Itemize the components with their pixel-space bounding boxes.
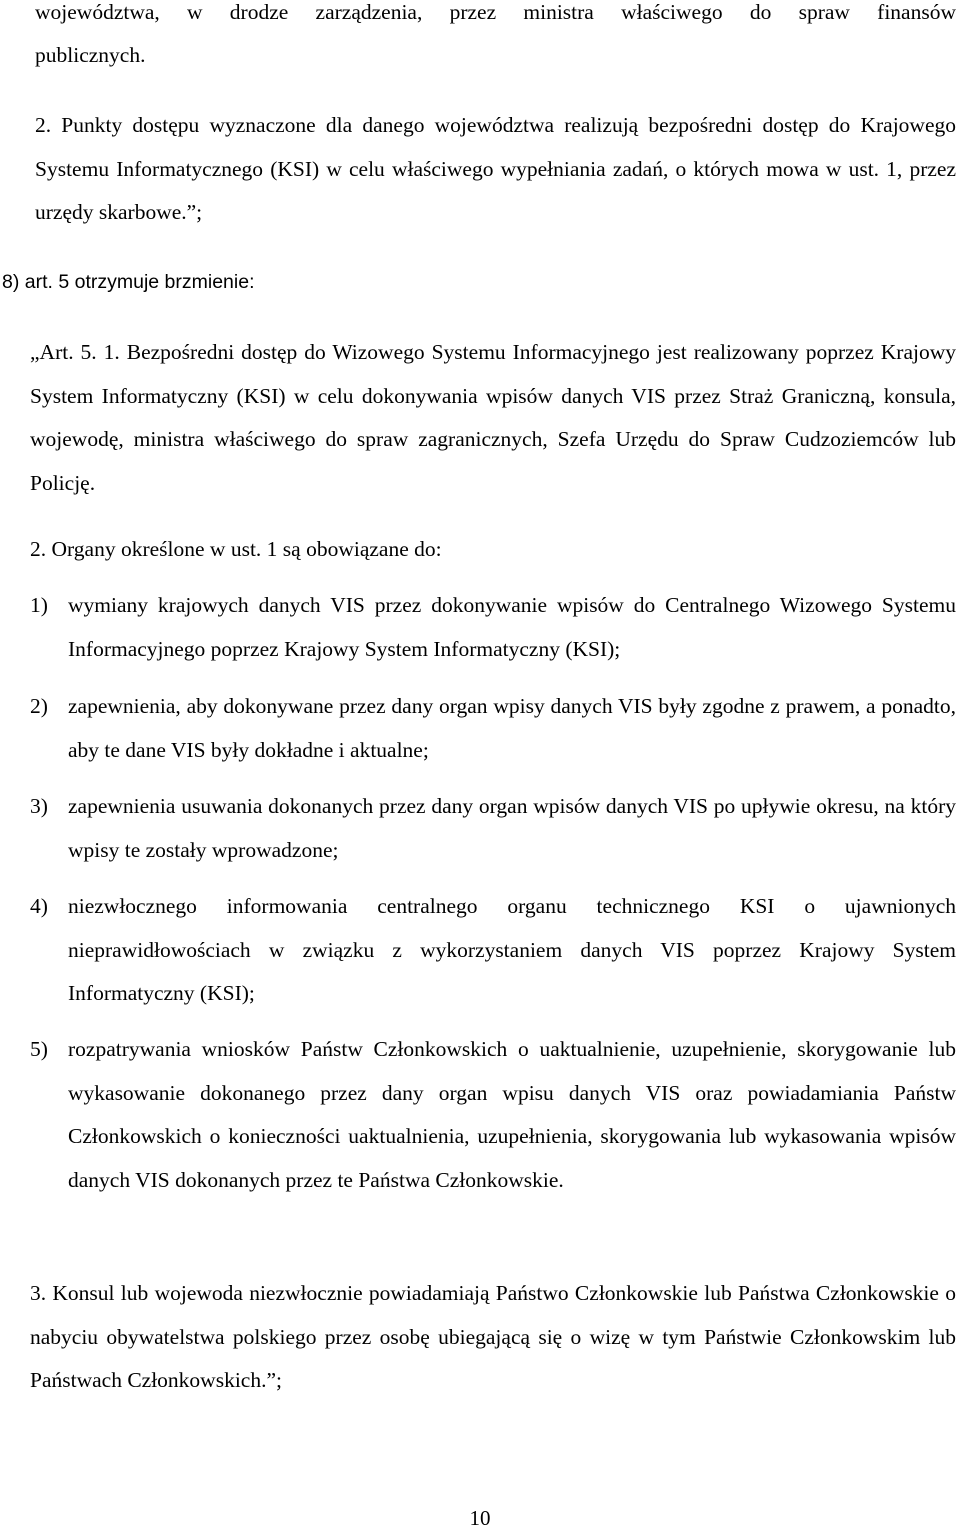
article-5-paragraph-3: 3. Konsul lub wojewoda niezwłocznie powiadamiają Państwo Członkowskie lub Państwa Członkowskie o nabyciu obywatelstwa polskiego przez osobę ubiegającą się o wizę w tym Państwie Członkowskim lub Państwach Członkowskich.”; — [30, 1281, 956, 1392]
list-item — [30, 1028, 956, 1202]
article-5-paragraph-1: „Art. 5. 1. Bezpośredni dostęp do Wizowego Systemu Informacyjnego jest realizowany poprzez Krajowy System Informatyczny (KSI) w celu dokonywania wpisów danych VIS przez Straż Graniczną, konsula, wojewodę, ministra właściwego do spraw zagranicznych, Szefa Urzędu do Spraw Cudzoziemców lub Policję. — [30, 340, 956, 495]
page-number: 10 — [469, 1506, 491, 1530]
list-item-number: 2) — [30, 694, 48, 718]
list-item-text: zapewnienia, aby dokonywane przez dany organ wpisy danych VIS były zgodne z prawem, a ponadto, aby te dane VIS były dokładne i aktualne; — [68, 694, 956, 762]
list-item — [30, 685, 956, 772]
list-item-text: rozpatrywania wniosków Państw Członkowskich o uaktualnienie, uzupełnienie, skorygowanie lub wykasowanie dokonanego przez dany organ wpisu danych VIS oraz powiadamiania Państw Członkowskich o konieczności uaktualnienia, uzupełnienia, skorygowania lub wykasowania wpisów danych VIS dokonanych przez te Państwa Członkowskie. — [68, 1037, 956, 1192]
list-item-text: zapewnienia usuwania dokonanych przez dany organ wpisów danych VIS po upływie okresu, na który wpisy te zostały wprowadzone; — [68, 794, 956, 862]
continuation-line: publicznych. — [35, 43, 146, 67]
paragraph-access-points: 2. Punkty dostępu wyznaczone dla danego województwa realizują bezpośredni dostęp do Krajowego Systemu Informatycznego (KSI) w celu właściwego wypełniania zadań, o których mowa w ust. 1, przez urzędy skarbowe.”; — [35, 113, 956, 224]
list-item — [30, 584, 956, 671]
list-item-number: 5) — [30, 1037, 48, 1061]
list-item-number: 3) — [30, 794, 48, 818]
list-item-text: niezwłocznego informowania centralnego organu technicznego KSI o ujawnionych nieprawidłowościach w związku z wykorzystaniem danych VIS poprzez Krajowy System Informatyczny (KSI); — [68, 894, 956, 1005]
list-item-text: wymiany krajowych danych VIS przez dokonywanie wpisów do Centralnego Wizowego Systemu Informacyjnego poprzez Krajowy System Informatyczny (KSI); — [68, 593, 956, 661]
list-item — [30, 785, 956, 872]
amendment-point-8: 8) art. 5 otrzymuje brzmienie: — [2, 271, 255, 293]
continuation-line: województwa, w drodze zarządzenia, przez ministra właściwego do spraw finansów — [35, 0, 956, 24]
list-item-number: 1) — [30, 593, 48, 617]
list-item — [30, 885, 956, 1016]
article-5-paragraph-2-intro: 2. Organy określone w ust. 1 są obowiązane do: — [30, 537, 442, 561]
list-item-number: 4) — [30, 894, 48, 918]
